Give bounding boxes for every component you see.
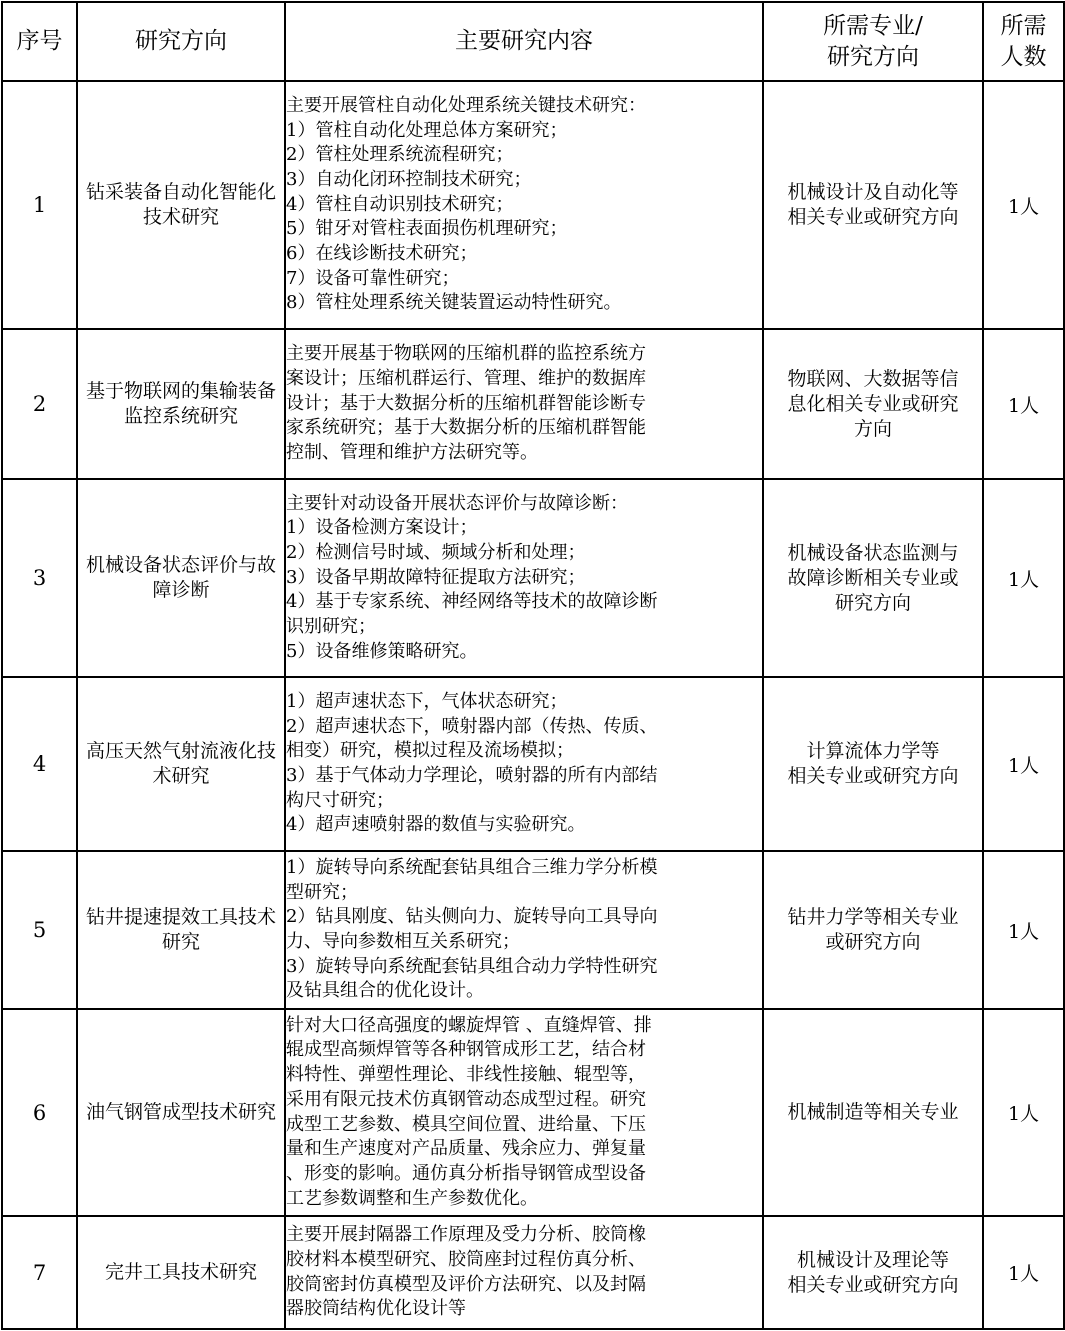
required-count: 1人 <box>983 851 1064 1009</box>
research-table <box>1 1 1065 1330</box>
row-number: 4 <box>2 677 77 851</box>
table-row <box>2 329 1064 479</box>
research-direction: 油气钢管成型技术研究 <box>77 1009 285 1216</box>
header-count: 所需 人数 <box>983 2 1064 81</box>
required-major: 机械制造等相关专业 <box>763 1009 983 1216</box>
row-number: 1 <box>2 81 77 329</box>
research-direction: 完井工具技术研究 <box>77 1216 285 1329</box>
required-major: 物联网、大数据等信 息化相关专业或研究 方向 <box>763 329 983 479</box>
required-count: 1人 <box>983 1216 1064 1329</box>
research-content: 主要开展封隔器工作原理及受力分析、胶筒橡 胶材料本模型研究、胶筒座封过程仿真分析、 胶筒密封仿真模型及评价方法研究、以及封隔 器胶筒结构优化设计等 <box>285 1216 763 1329</box>
required-count: 1人 <box>983 1009 1064 1216</box>
required-count: 1人 <box>983 479 1064 677</box>
table-row <box>2 677 1064 851</box>
research-content: 主要针对动设备开展状态评价与故障诊断： 1）设备检测方案设计； 2）检测信号时域、频域分析和处理； 3）设备早期故障特征提取方法研究； 4）基于专家系统、神经网络等技术的故障诊断 识别研究； 5）设备维修策略研究。 <box>285 479 763 677</box>
header-no: 序号 <box>2 2 77 81</box>
required-count: 1人 <box>983 677 1064 851</box>
research-direction: 钻井提速提效工具技术研究 <box>77 851 285 1009</box>
header-direction: 研究方向 <box>77 2 285 81</box>
research-content: 主要开展基于物联网的压缩机群的监控系统方 案设计；压缩机群运行、管理、维护的数据库 设计；基于大数据分析的压缩机群智能诊断专 家系统研究；基于大数据分析的压缩机群智能 控制、管理和维护方法研究等。 <box>285 329 763 479</box>
required-major: 钻井力学等相关专业 或研究方向 <box>763 851 983 1009</box>
row-number: 7 <box>2 1216 77 1329</box>
row-number: 6 <box>2 1009 77 1216</box>
header-row <box>2 2 1064 81</box>
row-number: 2 <box>2 329 77 479</box>
header-major: 所需专业/ 研究方向 <box>763 2 983 81</box>
table-row <box>2 81 1064 329</box>
research-direction: 钻采装备自动化智能化技术研究 <box>77 81 285 329</box>
table-row <box>2 1009 1064 1216</box>
row-number: 3 <box>2 479 77 677</box>
required-major: 机械设备状态监测与 故障诊断相关专业或 研究方向 <box>763 479 983 677</box>
research-content: 1）旋转导向系统配套钻具组合三维力学分析模 型研究； 2）钻具刚度、钻头侧向力、旋转导向工具导向 力、导向参数相互关系研究； 3）旋转导向系统配套钻具组合动力学特性研究 及钻具组合的优化设计。 <box>285 851 763 1009</box>
research-content: 针对大口径高强度的螺旋焊管 、直缝焊管、排 辊成型高频焊管等各种钢管成形工艺，结合材 料特性、弹塑性理论、非线性接触、辊型等， 采用有限元技术仿真钢管动态成型过程。研究 成型工艺参数、模具空间位置、进给量、下压 量和生产速度对产品质量、残余应力、弹复量 、形变的影响。通仿真分析指导钢管成型设备 工艺参数调整和生产参数优化。 <box>285 1009 763 1216</box>
required-count: 1人 <box>983 329 1064 479</box>
required-count: 1人 <box>983 81 1064 329</box>
required-major: 计算流体力学等 相关专业或研究方向 <box>763 677 983 851</box>
research-direction: 高压天然气射流液化技术研究 <box>77 677 285 851</box>
required-major: 机械设计及自动化等 相关专业或研究方向 <box>763 81 983 329</box>
table-row <box>2 479 1064 677</box>
header-content: 主要研究内容 <box>285 2 763 81</box>
research-direction: 机械设备状态评价与故障诊断 <box>77 479 285 677</box>
research-direction: 基于物联网的集输装备监控系统研究 <box>77 329 285 479</box>
required-major: 机械设计及理论等 相关专业或研究方向 <box>763 1216 983 1329</box>
research-content: 主要开展管柱自动化处理系统关键技术研究： 1）管柱自动化处理总体方案研究； 2）管柱处理系统流程研究； 3）自动化闭环控制技术研究； 4）管柱自动识别技术研究； 5）钳牙对管柱表面损伤机理研究； 6）在线诊断技术研究； 7）设备可靠性研究； 8）管柱处理系统关键装置运动特性研究。 <box>285 81 763 329</box>
row-number: 5 <box>2 851 77 1009</box>
research-content: 1）超声速状态下，气体状态研究； 2）超声速状态下，喷射器内部（传热、传质、 相变）研究，模拟过程及流场模拟； 3）基于气体动力学理论，喷射器的所有内部结 构尺寸研究； 4）超声速喷射器的数值与实验研究。 <box>285 677 763 851</box>
table-row <box>2 1216 1064 1329</box>
table-row <box>2 851 1064 1009</box>
